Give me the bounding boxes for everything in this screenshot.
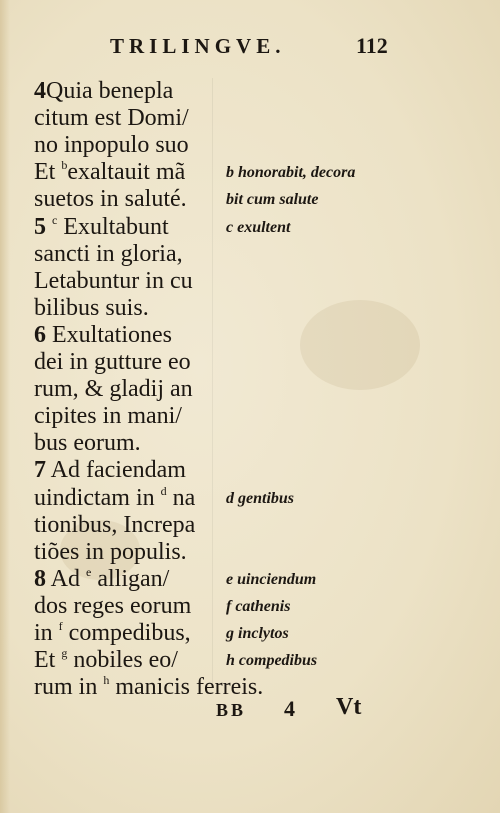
text-line xyxy=(34,591,191,621)
text-line xyxy=(34,564,169,594)
column-divider xyxy=(212,78,213,688)
signature-mark: BB xyxy=(216,700,247,720)
line-text: in xyxy=(34,620,59,646)
gloss-marker: f xyxy=(58,619,63,633)
text-line xyxy=(34,455,186,485)
folio-number: 112 xyxy=(356,33,388,58)
line-text: bus eorum. xyxy=(34,430,141,457)
gloss-line: b honorabit, decora xyxy=(226,164,356,182)
line-text: citum est Domi/ xyxy=(34,105,189,132)
line-text: Ad faciendam xyxy=(46,457,186,484)
gloss-marker: e xyxy=(86,564,92,579)
gloss-marker: g xyxy=(61,646,68,661)
line-text: suetos in saluté. xyxy=(34,186,187,213)
line-text: Ad xyxy=(46,565,87,592)
text-line xyxy=(34,645,178,675)
line-text: tiões in populis. xyxy=(34,538,187,565)
text-line xyxy=(34,266,193,296)
gloss-line: bit cum salute xyxy=(226,191,319,209)
text-line xyxy=(34,184,187,214)
text-line xyxy=(34,347,191,377)
line-text: nobiles eo/ xyxy=(67,647,178,674)
gloss-line: f cathenis xyxy=(226,597,291,615)
running-header-title: TRILINGVE. xyxy=(110,34,286,58)
line-text: tionibus, Increpa xyxy=(34,511,196,538)
gloss-line: g inclytos xyxy=(226,625,289,642)
text-line xyxy=(34,130,189,160)
gloss-marker: d xyxy=(160,483,167,498)
line-text: rum in xyxy=(34,674,104,701)
line-text: Quia benepla xyxy=(46,78,174,104)
text-line xyxy=(34,428,141,458)
gloss-marker: b xyxy=(61,158,68,173)
line-text: rum, & gladij an xyxy=(34,376,193,403)
gloss-line: c exultent xyxy=(226,218,291,236)
text-line xyxy=(34,320,172,350)
line-text: manicis ferreis. xyxy=(109,674,264,701)
line-text: alligan/ xyxy=(91,565,170,592)
gloss-marker: c xyxy=(52,212,58,227)
gloss-line: h compedibus xyxy=(226,652,318,670)
gloss-line: e uinciendum xyxy=(226,570,317,588)
text-line xyxy=(34,483,195,513)
verse-number: 6 xyxy=(34,321,46,348)
text-line xyxy=(34,510,195,540)
verse-number: 8 xyxy=(34,565,46,592)
verse-number: 7 xyxy=(34,457,46,484)
line-text: uindictam in xyxy=(34,484,161,511)
line-text: Et xyxy=(34,159,62,186)
line-text: bilibus suis. xyxy=(34,294,149,321)
signature-number: 4 xyxy=(284,696,295,721)
line-text: Et xyxy=(34,647,62,674)
text-line xyxy=(34,239,183,269)
text-line xyxy=(34,618,191,648)
line-text: dos reges eorum xyxy=(34,592,192,619)
verse-number: 4 xyxy=(34,78,46,104)
line-text: no inpopulo suo xyxy=(34,132,189,159)
gloss-marker: h xyxy=(103,673,110,688)
line-text: exaltauit mã xyxy=(67,159,186,186)
text-line xyxy=(34,401,182,431)
text-line xyxy=(34,537,187,567)
catchword: Vt xyxy=(336,694,362,720)
line-text: na xyxy=(166,484,196,511)
text-line xyxy=(34,293,149,323)
line-text: compedibus, xyxy=(62,620,191,646)
text-line xyxy=(34,212,169,242)
gloss-line: d gentibus xyxy=(226,489,295,507)
verse-number: 5 xyxy=(34,213,46,240)
text-line xyxy=(34,103,189,133)
line-text: dei in gutture eo xyxy=(34,349,191,375)
line-text: Exultabunt xyxy=(57,213,169,240)
line-text: sancti in gloria, xyxy=(34,240,183,267)
page-edge-shadow xyxy=(0,0,10,813)
paper-stain xyxy=(300,300,420,390)
text-line xyxy=(34,374,193,404)
line-text: Letabuntur in cu xyxy=(34,267,193,294)
text-line xyxy=(34,672,263,702)
line-text: cipites in mani/ xyxy=(34,403,182,430)
text-line xyxy=(34,76,173,106)
text-line xyxy=(34,157,185,187)
line-text: Exultationes xyxy=(46,321,172,348)
